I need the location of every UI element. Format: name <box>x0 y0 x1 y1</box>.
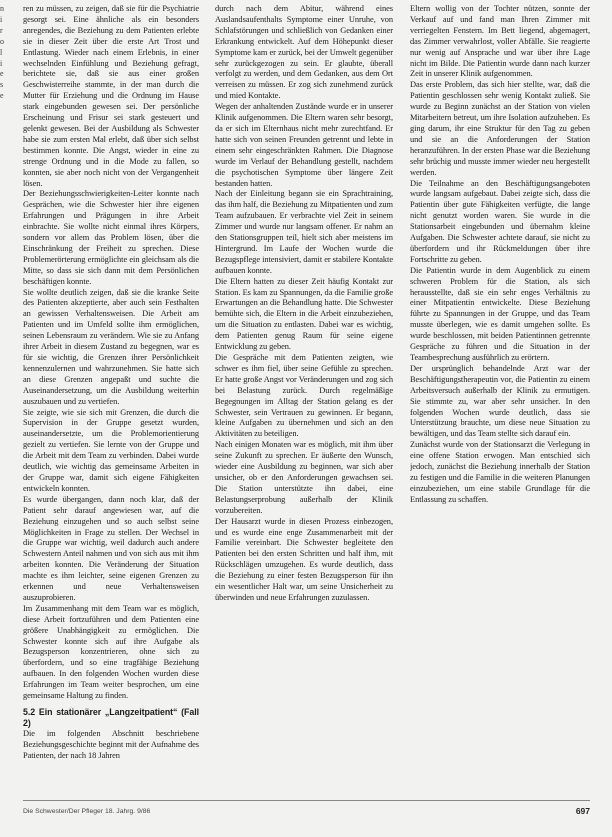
paragraph: Sie zeigte, wie sie sich mit Grenzen, die durch die Supervision in der Gruppe gesetzt wurden, auseinandersetzte, um die Problemorientierung gezielt zu vertiefen. Sie lernte von der Gruppe und die Arbeit mit dem Team zu verbinden. Dabei wurde deutlich, wie wichtig das gemeinsame Arbeiten in der Gruppe war, damit sich eigene Fähigkeiten entwickeln konnten. <box>23 407 199 493</box>
margin-fragment: r <box>0 25 3 35</box>
paragraph: Die Gespräche mit dem Patienten zeigten, wie schwer es ihm fiel, über seine Gefühle zu sprechen. Er hatte große Angst vor Veränderungen und zog sich bei Belastung zurück. Durch regelmäßige Begegnungen im Alltag der Station gelang es der Schwester, sein Vertrauen zu gewinnen. Er begann, kleine Aufgaben zu übernehmen und sich an den Aktivitäten zu beteiligen. <box>215 353 393 439</box>
paragraph: Der Hausarzt wurde in diesen Prozess einbezogen, und es wurde eine enge Zusammenarbeit mit der Familie vereinbart. Die Schwester begleitete den Patienten bei den ersten Schritten und half ihm, mit Rückschlägen umzugehen. Es wurde deutlich, dass die Beziehung zu einer festen Bezugsperson für ihn ein wesentlicher Halt war, um seine Unsicherheit zu überwinden und neue Erfahrungen zuzulassen. <box>215 516 393 602</box>
margin-fragment: s <box>0 80 4 90</box>
paragraph: Eltern wollig von der Tochter nützen, sonnte der Verkauf auf und fand man Ihren Zimmer mit verriegelten Fenstern. Im Bett liegend, abgemagert, das Zimmer verwahrlost, voller Abfälle. Sie reagierte nur wenig auf Ansprache und war über ihre Lage nicht im Bilde. Die Patientin wurde dann nach kurzer Zeit in unserer Klinik aufgenommen. <box>410 4 590 79</box>
margin-fragment: e <box>0 91 4 101</box>
paragraph: Die Eltern hatten zu dieser Zeit häufig Kontakt zur Station. Es kam zu Spannungen, da die Familie große Erwartungen an die Behandlung hatte. Die Schwester bemühte sich, die Eltern in die Arbeit einzubeziehen, um die Situation zu entlasten. Dabei war es wichtig, dem Patienten genug Raum für seine eigene Entwicklung zu geben. <box>215 276 393 352</box>
text-column-2 <box>215 4 393 794</box>
journal-citation: Die Schwester/Der Pfleger 18. Jahrg. 9/86 <box>23 808 151 815</box>
paragraph: Der ursprünglich behandelnde Arzt war der Beschäftigungstherapeutin vor, die Patientin zu einem Arbeitsversuch außerhalb der Klinik zu ermutigen. Sie stimmte zu, war aber sehr unsicher. In den folgenden Wochen wurde deutlich, dass sie Unterstützung brauchte, um diese neue Situation zu bewältigen, und das Team stellte sich darauf ein. <box>410 363 590 439</box>
paragraph: Nach einigen Monaten war es möglich, mit ihm über seine Zukunft zu sprechen. Er äußerte den Wunsch, wieder eine Ausbildung zu beginnen, war sich aber unsicher, ob er den Anforderungen gewachsen sei. Die Station unterstützte ihn dabei, eine Belastungserprobung außerhalb der Klinik vorzubereiten. <box>215 440 393 515</box>
paragraph: Nach der Einleitung begann sie ein Sprachtraining, das ihm half, die Beziehung zu Mitpatienten und zum Team aufzubauen. Er verbrachte viel Zeit in seinem Zimmer und wurde nur langsam offener. Er nahm an den Stationsgruppen teil, hielt sich aber meistens im Hintergrund. Im Laufe der Wochen wurde die Bezugspflege intensiviert, damit er stabilere Kontakte aufbauen konnte. <box>215 189 393 275</box>
margin-fragment: e <box>0 69 4 79</box>
text-column-3 <box>410 4 590 794</box>
footer-rule <box>23 800 590 801</box>
paragraph: Die im folgenden Abschnitt beschriebene Beziehungsgeschichte beginnt mit der Aufnahme des Patienten, der nach 18 Jahren <box>23 729 199 760</box>
page-number: 697 <box>575 806 590 816</box>
paragraph: durch nach dem Abitur, während eines Auslandsaufenthalts Symptome einer Unruhe, von Schlafstörungen und schließlich von Gedanken einer Erkrankung entwickelt. Auf dem Höhepunkt dieser Symptome kam er zurück, bei der Umwelt gegenüber sehr zurückgezogen zu sein. Er glaubte, überall verfolgt zu werden, und dem Gedanken, aus dem Ort verreisen zu müssen. Er zog sich zunehmend zurück und mied Kontakte. <box>215 4 393 101</box>
section-heading: 5.2 Ein stationärer „Langzeitpatient“ (Fall 2) <box>23 707 199 728</box>
margin-fragment: i <box>0 58 3 68</box>
paragraph: Sie wollte deutlich zeigen, daß sie die kranke Seite des Patienten akzeptierte, aber auch sein Festhalten an gewissen Verhaltensweisen. Die Arbeit am Patienten und im Umfeld sollte ihm ermöglichen, seinen Lebensraum zu verändern. Wie sie zu Anfang ihrer Arbeit in diesem Zustand zu begegnen, war es für sie wichtig, die Grenzen ihrer Persönlichkeit kennenzulernen und wahrzunehmen. Sie hatte sich an diese Grenzen angepaßt und suchte die Auseinandersetzung, um die Ausbildung weiterhin auszubauen und zu vertiefen. <box>23 287 199 406</box>
margin-fragment: o <box>0 36 4 46</box>
previous-page-margin-fragments <box>0 4 10 124</box>
paragraph: ren zu müssen, zu zeigen, daß sie für die Psychiatrie gesorgt sei. Eine ähnliche als ein besonders anregendes, die Beziehung zu dem Patienten erlebte sie in dieser Zeit über die erste Art Trost und Entlastung. Wieder nach einem Erlebnis, in einer wechselnden Einfühlung und Beziehung gefragt, berichtete sie, daß sie aus einer großen Geschwisterreihe stammte, in der man durch die Mutter für Erziehung und die Ordnung im Hause stark eingebunden gewesen sei. Der persönliche Erscheinung und Frisur sei stark gesteuert und gelenkt gewesen. Bei der Ausbildung als Schwester habe sie zum ersten Mal erlebt, daß über sich selbst bestimmen konnte. Die Angst, wieder in eine zu strenge Ordnung und in die Mode zu fallen, so konnten, sie aber noch nicht von der Vergangenheit lösen. <box>23 4 199 188</box>
paragraph: Es wurde übergangen, dann noch klar, daß der Patient sehr darauf angewiesen war, auf die Beziehung einzugehen und so auch selbst seine Möglichkeiten in Frage zu stellen. Der Wechsel in die Gruppe war wichtig, weil dadurch auch andere Schwestern Anteil nahmen und von sich aus mit ihm arbeiten konnten. Die Veränderung der Situation machte es ihm leichter, seine eigenen Grenzen zu erkennen und neue Verhaltensweisen auszuprobieren. <box>23 494 199 602</box>
paragraph: Der Beziehungsschwierigkeiten-Leiter konnte nach Gesprächen, wie die Schwester hier ihre eigenen Erfahrungen und Prägungen in ihre Arbeit einbrachte. Sie wollte nicht einmal ihres Körpers, sondern vor allem das Problem lösen, über die Einschränkung der Freiheit zu sprechen. Diese Problemerörterung ermöglichte ein gleichsam als die Mitte, so dass sie sich dann mit dem Persönlichen beschäftigen konnte. <box>23 189 199 286</box>
page-footer <box>23 806 590 818</box>
paragraph: Zunächst wurde von der Stationsarzt die Verlegung in eine offene Station erwogen. Man entschied sich jedoch, zunächst die Beziehung innerhalb der Station zu festigen und die Familie in die weiteren Planungen einzubeziehen, um eine stabile Grundlage für die Entlassung zu schaffen. <box>410 440 590 504</box>
text-column-1 <box>23 4 199 794</box>
margin-fragment: n <box>0 4 4 13</box>
paragraph: Die Patientin wurde in dem Augenblick zu einem schweren Problem für die Station, als sich herausstellte, daß sie ein sehr enges Verhältnis zu einer Mitpatientin entwickelte. Diese Beziehung führte zu Spannungen in der Gruppe, und das Team musste überlegen, wie es damit umgehen sollte. Es wurde beschlossen, mit beiden Patientinnen getrennte Gespräche zu führen und die Situation in der Teambesprechung ausführlich zu erörtern. <box>410 265 590 362</box>
margin-fragment: i <box>0 14 3 24</box>
paragraph: Im Zusammenhang mit dem Team war es möglich, diese Arbeit fortzuführen und dem Patienten eine größere Unabhängigkeit zu ermöglichen. Die Schwester konnte sich auf ihre Aufgabe als Bezugsperson konzentrieren, ohne sich zu überfordern, und so eine tragfähige Beziehung aufbauen. In den folgenden Wochen wurden diese Erfahrungen im Team weiter besprochen, um eine gemeinsame Haltung zu finden. <box>23 603 199 701</box>
paragraph: Wegen der anhaltenden Zustände wurde er in unserer Klinik aufgenommen. Die Eltern waren sehr besorgt, da er sich im Elternhaus nicht mehr zurechtfand. Er hatte sich von seinen Freunden getrennt und lebte in einem sehr eingeschränkten Rahmen. Die Diagnose wurde im Verlauf der Behandlung gestellt, nachdem die psychotischen Symptome über längere Zeit bestanden hatten. <box>215 102 393 188</box>
margin-fragment: l <box>0 47 3 57</box>
paragraph: Die Teilnahme an den Beschäftigungsangeboten wurde langsam aufgebaut. Dabei zeigte sich, dass die Patientin über gute Fähigkeiten verfügte, die lange nicht genutzt worden waren. Sie wurde in die Stationsarbeit eingebunden und übernahm kleine Aufgaben. Die Schwester achtete darauf, sie nicht zu überfordern und ihr Rückmeldungen über ihre Fortschritte zu geben. <box>410 178 590 264</box>
paragraph: Das erste Problem, das sich hier stellte, war, daß die Patientin geschlossen sehr wenig Kontakt zuließ. Sie wurde zu Beginn zunächst an der Station von vielen Mitarbeitern betreut, um ihre Isolation aufzuheben. Es ging darum, ihr eine Struktur für den Tag zu geben und sie an die Anforderungen der Station heranzuführen. In der ersten Phase war die Beziehung sehr brüchig und musste immer wieder neu hergestellt werden. <box>410 80 590 177</box>
